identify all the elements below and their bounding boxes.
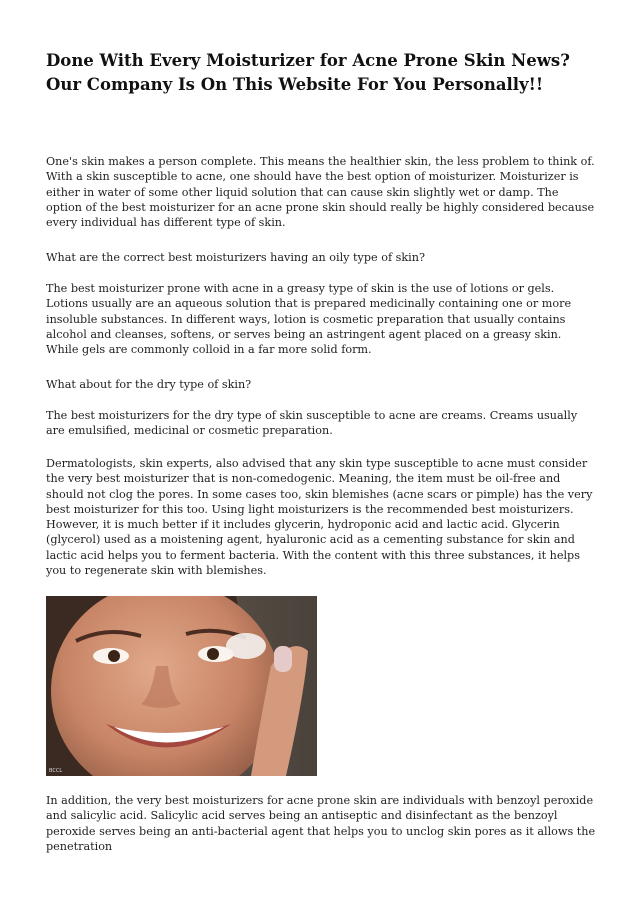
page-title: Done With Every Moisturizer for Acne Prone Skin News? Our Company Is On This Website For You Personally!! bbox=[46, 51, 570, 94]
paragraph-dermatologists: Dermatologists, skin experts, also advised that any skin type susceptible to acne must consider the very best moisturizer that is non-comedogenic. Meaning, the item must be oil-free and should not clog the pores. In some cases too, skin blemishes (acne scars or pimple) has the very best moisturizer for this too. Using light moisturizers is the recommended best moisturizers. However, it is much better if it includes glycerin, hydroponic acid and lactic acid. Glycerin (glycerol) used as a moistening agent, hyaluronic acid as a cementing substance for skin and lactic acid helps you to ferment bacteria. With the content with this three substances, it helps you to regenerate skin with blemishes. bbox=[46, 457, 593, 578]
paragraph-oily-question: What are the correct best moisturizers having an oily type of skin? bbox=[46, 251, 425, 264]
paragraph-dry-answer: The best moisturizers for the dry type of skin susceptible to acne are creams. Creams usually are emulsified, medicinal or cosmetic preparation. bbox=[46, 409, 578, 438]
paragraph-dry-question: What about for the dry type of skin? bbox=[46, 378, 252, 391]
woman-applying-cream-photo bbox=[46, 596, 317, 776]
photo-credit: BCCL bbox=[49, 768, 63, 774]
paragraph-benzoyl: In addition, the very best moisturizers for acne prone skin are individuals with benzoyl peroxide and salicylic acid. Salicylic acid serves being an antiseptic and disinfectant as the benzoyl peroxide serves being an anti-bacterial agent that helps you to unclog skin pores as it allows the penetration bbox=[46, 794, 596, 853]
paragraph-oily-answer: The best moisturizer prone with acne in a greasy type of skin is the use of lotions or gels. Lotions usually are an aqueous solution that is prepared medicinally containing one or more insoluble substances. In different ways, lotion is cosmetic preparation that usually contains alcohol and cleanses, softens, or serves being an astringent agent placed on a greasy skin. While gels are commonly colloid in a far more solid form. bbox=[46, 282, 572, 357]
paragraph-intro: One's skin makes a person complete. This means the healthier skin, the less problem to think of. With a skin susceptible to acne, one should have the best option of moisturizer. Moisturizer is either in water of some other liquid solution that can cause skin slightly wet or damp. The option of the best moisturizer for an acne prone skin should really be highly considered because every individual has different type of skin. bbox=[46, 155, 595, 230]
